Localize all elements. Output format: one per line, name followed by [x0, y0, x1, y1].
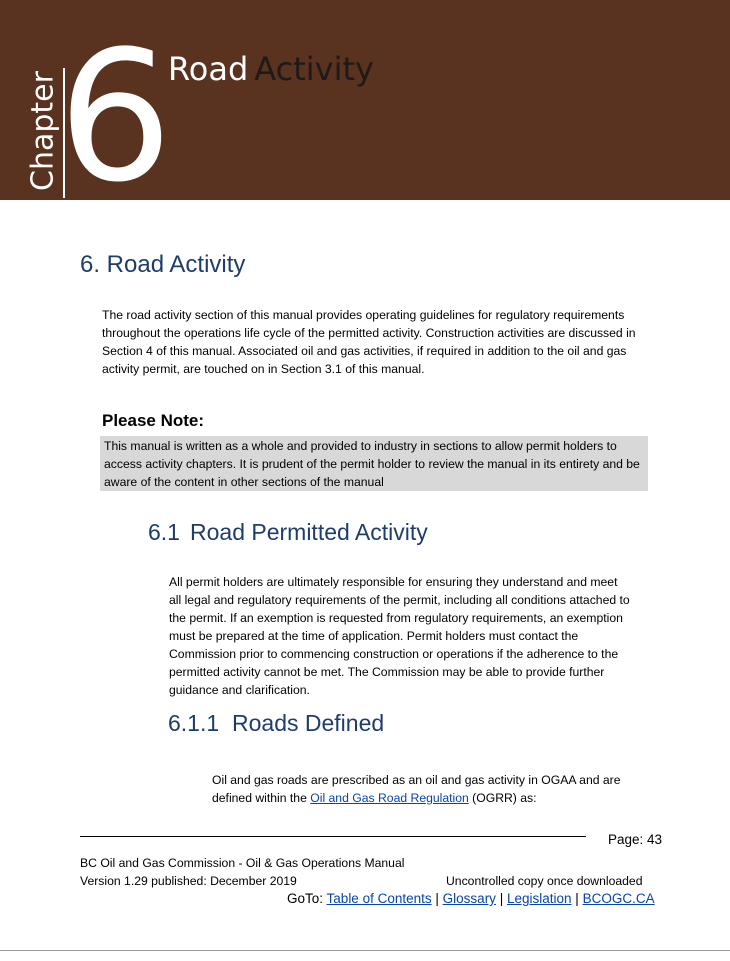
separator: |: [575, 891, 579, 906]
section-heading: 6. Road Activity: [80, 251, 246, 278]
roads-body-after: (OGRR) as:: [468, 791, 537, 805]
chapter-title-part2: Activity: [254, 50, 374, 88]
subsubsection-number: 6.1.1: [168, 710, 220, 736]
chapter-banner: [0, 0, 730, 222]
note-body: This manual is written as a whole and provided to industry in sections to allow permit holders to access activity chapters. It is prudent of the permit holder to review the manual in its entirety and be aware of the content in other sections of the manual: [104, 439, 640, 489]
footer-divider: [80, 836, 586, 837]
subsubsection-title: Roads Defined: [232, 710, 385, 736]
footer-goto: [287, 891, 655, 906]
goto-label: GoTo:: [287, 891, 324, 906]
ogrr-link[interactable]: Oil and Gas Road Regulation: [310, 791, 469, 805]
glossary-link[interactable]: Glossary: [442, 891, 496, 906]
chapter-title: [168, 50, 374, 88]
subsubsection-body: [212, 771, 652, 807]
subsection-body: All permit holders are ultimately responsible for ensuring they understand and meet all legal and regulatory requirements of the permit, including all conditions attached to the permit. If an exemption is requested from regulatory requirements, an exemption must be prepared at the time of application. Permit holders must contact the Commission prior to commencing construction or operations if the adherence to the permitted activity cannot be met. The Commission may be able to provide further guidance and clarification.: [169, 575, 630, 697]
subsubsection-heading: [168, 710, 384, 737]
roads-body-before: Oil and gas roads are prescribed as an oil and gas activity in OGAA and are defined within the: [212, 773, 621, 805]
separator: |: [435, 891, 439, 906]
footer-uncontrolled: Uncontrolled copy once downloaded: [446, 874, 643, 888]
note-title: Please Note:: [102, 411, 205, 430]
page-bottom-rule: [0, 950, 730, 951]
chapter-title-part1: Road: [168, 50, 249, 88]
chapter-label: [26, 66, 60, 196]
footer-version: Version 1.29 published: December 2019: [80, 874, 297, 888]
toc-link[interactable]: Table of Contents: [326, 891, 432, 906]
subsection-title: Road Permitted Activity: [190, 519, 428, 545]
page-number: Page: 43: [608, 832, 663, 847]
chapter-word-text: Chapter: [25, 71, 61, 191]
footer-org: BC Oil and Gas Commission - Oil & Gas Operations Manual: [80, 856, 405, 870]
subsection-number: 6.1: [148, 519, 180, 545]
chapter-number: 6: [58, 13, 173, 222]
section-intro: The road activity section of this manual provides operating guidelines for regulatory requirements throughout the operations life cycle of the permitted activity. Construction activities are discussed in Section 4 of this manual. Associated oil and gas activities, if required in addition to the oil and gas activity permit, are touched on in Section 3.1 of this manual.: [102, 308, 636, 376]
subsection-heading: [148, 519, 428, 546]
separator: |: [499, 891, 504, 906]
bcogc-link[interactable]: BCOGC.CA: [582, 891, 655, 906]
legislation-link[interactable]: Legislation: [506, 891, 572, 906]
